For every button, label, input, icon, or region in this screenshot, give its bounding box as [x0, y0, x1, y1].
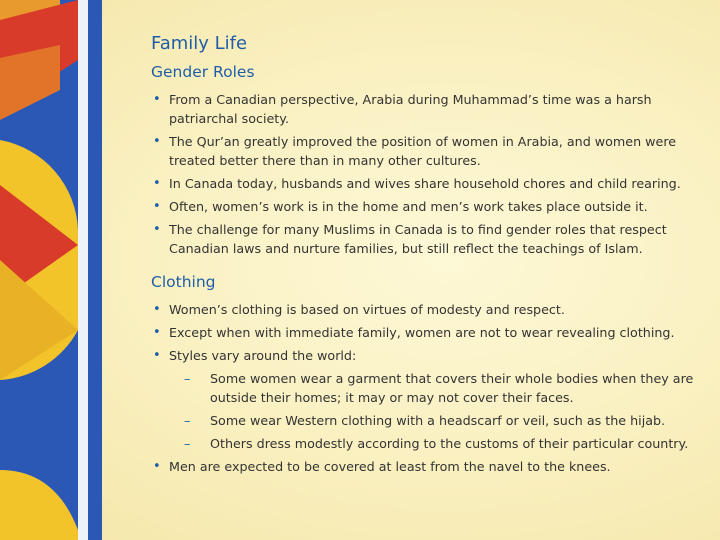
- bullet-dot-icon: •: [153, 459, 161, 474]
- clothing-heading: Clothing: [151, 273, 216, 291]
- bullet-text: Men are expected to be covered at least from the navel to the knees.: [169, 459, 611, 474]
- gender-roles-list: [151, 90, 703, 258]
- list-item: [151, 90, 703, 128]
- sub-bullet-text: Some women wear a garment that covers their whole bodies when they are outside their homes; it may or may not cover their faces.: [210, 371, 694, 405]
- bullet-text: Often, women’s work is in the home and men’s work takes place outside it.: [169, 199, 648, 214]
- decorative-side-band: [0, 0, 102, 540]
- bullet-dot-icon: •: [153, 176, 161, 191]
- bullet-dot-icon: •: [153, 302, 161, 317]
- bullet-dot-icon: •: [153, 92, 161, 107]
- list-item: [151, 220, 703, 258]
- sub-list-item: [169, 369, 703, 407]
- list-item: [151, 132, 703, 170]
- dash-icon: –: [184, 371, 191, 386]
- slide-title: Family Life: [151, 33, 248, 54]
- bullet-text: From a Canadian perspective, Arabia during Muhammad’s time was a harsh patriarchal society.: [169, 92, 652, 126]
- bullet-dot-icon: •: [153, 199, 161, 214]
- slide-content: [151, 32, 703, 480]
- bullet-text: Styles vary around the world:: [169, 348, 357, 363]
- sub-list-item: [169, 411, 703, 430]
- sub-bullet-text: Others dress modestly according to the customs of their particular country.: [210, 436, 689, 451]
- bullet-dot-icon: •: [153, 325, 161, 340]
- list-item: [151, 174, 703, 193]
- bullet-dot-icon: •: [153, 348, 161, 363]
- bullet-text: The challenge for many Muslims in Canada is to find gender roles that respect Canadian laws and nurture families, but still reflect the teachings of Islam.: [169, 222, 667, 256]
- bullet-text: In Canada today, husbands and wives share household chores and child rearing.: [169, 176, 681, 191]
- bullet-text: The Qur’an greatly improved the position of women in Arabia, and women were treated better there than in many other cultures.: [169, 134, 677, 168]
- list-item: [151, 457, 703, 476]
- sub-list-item: [169, 434, 703, 453]
- decorative-shapes: [0, 0, 102, 540]
- dash-icon: –: [184, 413, 191, 428]
- dash-icon: –: [184, 436, 191, 451]
- bullet-text: Women’s clothing is based on virtues of modesty and respect.: [169, 302, 565, 317]
- list-item: [151, 197, 703, 216]
- bullet-dot-icon: •: [153, 222, 161, 237]
- blue-edge-stripe: [88, 0, 102, 540]
- gender-roles-heading: Gender Roles: [151, 63, 255, 81]
- clothing-list: [151, 300, 703, 476]
- white-stripe: [78, 0, 88, 540]
- list-item: [151, 300, 703, 319]
- styles-sub-list: [169, 369, 703, 453]
- list-item: [151, 323, 703, 342]
- bullet-text: Except when with immediate family, women are not to wear revealing clothing.: [169, 325, 675, 340]
- sub-bullet-text: Some wear Western clothing with a headscarf or veil, such as the hijab.: [210, 413, 666, 428]
- bullet-dot-icon: •: [153, 134, 161, 149]
- list-item: [151, 346, 703, 453]
